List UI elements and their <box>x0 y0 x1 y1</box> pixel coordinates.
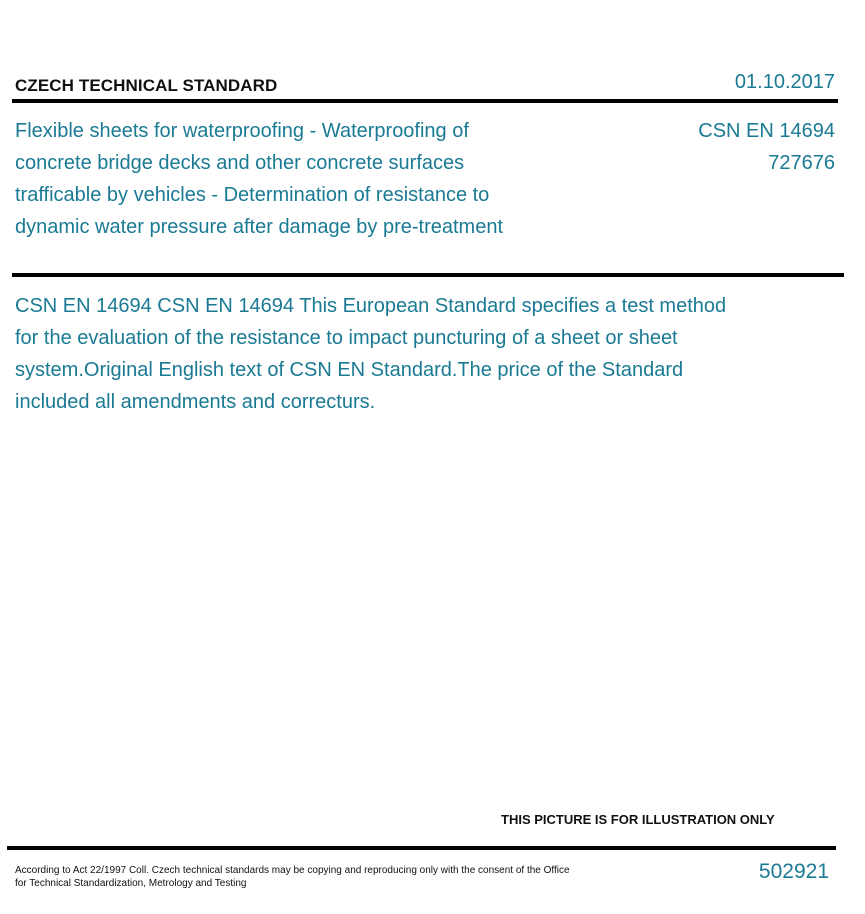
standard-code: CSN EN 14694 <box>698 120 835 142</box>
standard-type-label: CZECH TECHNICAL STANDARD <box>15 76 278 95</box>
header-divider <box>12 99 838 103</box>
catalog-number: 727676 <box>768 152 835 174</box>
document-number: 502921 <box>758 860 829 883</box>
legal-notice <box>15 864 575 890</box>
title-divider <box>12 273 844 277</box>
legal-notice-line-2: for Technical Standardization, Metrology and Testing <box>15 878 247 889</box>
standard-code-block <box>698 115 835 179</box>
footer-divider <box>7 846 836 850</box>
standard-abstract: CSN EN 14694 CSN EN 14694 This European Standard specifies a test method for the evaluation of the resistance to impact puncturing of a sheet or sheet system.Original English text of CSN EN Standard.The price of the Standard included all amendments and correcturs. <box>15 295 727 413</box>
legal-notice-line-1: According to Act 22/1997 Coll. Czech technical standards may be copying and reproducing only with the consent of the Office <box>15 865 570 876</box>
publication-date: 01.10.2017 <box>734 71 835 93</box>
illustration-note: THIS PICTURE IS FOR ILLUSTRATION ONLY <box>501 812 775 827</box>
standard-title: Flexible sheets for waterproofing - Waterproofing of concrete bridge decks and other concrete surfaces trafficable by vehicles - Determination of resistance to dynamic water pressure after damage by pre-treatment <box>15 120 503 238</box>
